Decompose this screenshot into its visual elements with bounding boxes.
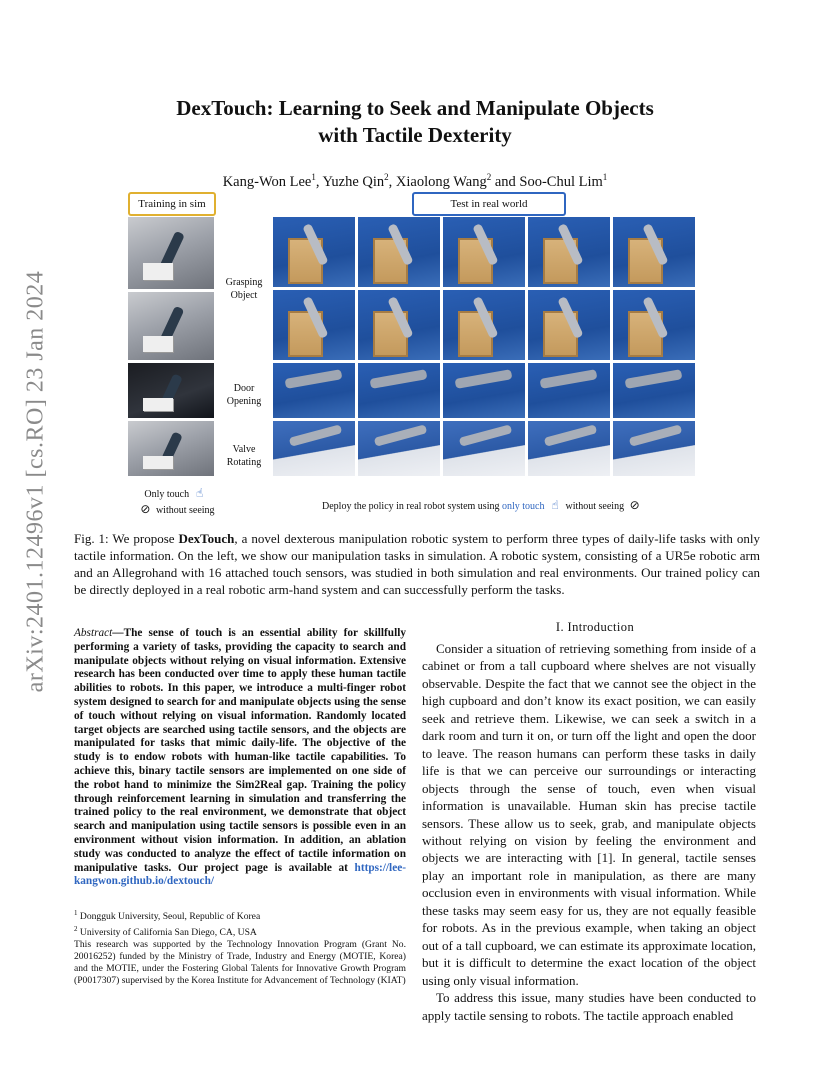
- real-image: [613, 363, 695, 418]
- affiliation-mark: 1: [602, 172, 608, 182]
- real-image: [273, 217, 355, 287]
- real-image: [613, 217, 695, 287]
- eye-slash-icon: ⊘: [140, 502, 151, 516]
- real-image: [443, 363, 525, 418]
- real-world-images: [273, 217, 695, 479]
- real-row-grasp-1: [273, 217, 695, 287]
- section-heading-introduction: I. Introduction: [555, 620, 635, 634]
- author-name: Kang-Won Lee: [222, 173, 312, 190]
- real-image: [613, 290, 695, 360]
- paragraph: To address this issue, many studies have been conducted to apply tactile sensing to robots. The tactile approach enabled: [422, 990, 756, 1023]
- real-image: [358, 421, 440, 476]
- real-image: [358, 217, 440, 287]
- real-image: [613, 421, 695, 476]
- real-image: [273, 290, 355, 360]
- real-image: [528, 421, 610, 476]
- real-image: [273, 421, 355, 476]
- real-row-door: [273, 363, 695, 418]
- real-image: [443, 290, 525, 360]
- sim-legend: Only touch ☝ ⊘ without seeing: [126, 486, 226, 518]
- real-image: [528, 290, 610, 360]
- affiliation-mark: 2: [486, 172, 492, 182]
- real-row-grasp-2: [273, 290, 695, 360]
- test-in-real-world-label: Test in real world: [412, 192, 566, 216]
- real-image: [358, 290, 440, 360]
- sim-image-grasp-2: [128, 292, 214, 360]
- paper-title: [120, 95, 710, 149]
- real-image: [443, 217, 525, 287]
- row-label-valve: Valve Rotating: [226, 444, 262, 468]
- real-image: [528, 363, 610, 418]
- abstract-text: The sense of touch is an essential ability for skillfully performing a variety of tasks, providing the capacity to search and manipulate objects without relying on visual information. Extensive research has been conducted over time to apply these human tactile abilities to robots. In this paper, we introduce a multi-finger robot system designed to search for and manipulate objects using the sense of touch without relying on visual information. Randomly located target objects are searched using tactile sensors, and the objects are manipulated for tasks that mimic daily-life. The objective of the study is to endow robots with human-like tactile capabilities. To achieve this, binary tactile sensors are implemented on one side of the robot hand to minimize the Sim2Real gap. Training the policy through reinforcement learning in simulation and transferring the trained policy to the real environment, we demonstrate that object search and manipulation using tactile sensors is possible even in an environment without vision information. In addition, an ablation study was conducted to analyze the effect of tactile information on manipulative tasks. Our project page is available at: [74, 627, 406, 874]
- figure-caption: Fig. 1: We propose DexTouch, a novel dexterous manipulation robotic system to perform three types of daily-life tasks with only tactile information. On the left, we show our manipulation tasks in simulation. A robotic system, consisting of a UR5e robotic arm and an Allegrohand with 16 attached touch sensors, was studied in both simulation and real environments. Our trained policy can be directly deployed in a real robotic arm-hand system and can successfully perform the tasks.: [74, 531, 760, 597]
- footnote-affiliation-1: $^1$ Dongguk University, Seoul, Republic of Korea: [74, 909, 261, 923]
- author-name: Soo-Chul Lim: [519, 173, 603, 190]
- real-image: [443, 421, 525, 476]
- arxiv-stamp: arXiv:2401.12496v1 [cs.RO] 23 Jan 2024: [22, 270, 49, 692]
- abstract-label: Abstract: [74, 627, 113, 639]
- eye-slash-icon: ⊘: [629, 498, 640, 512]
- simulation-images: [128, 217, 214, 479]
- figure-1: [126, 192, 686, 522]
- row-label-grasping: Grasping Object: [225, 277, 263, 301]
- footnote-funding: This research was supported by the Technology Innovation Program (Grant No. 20016252) funded by the Ministry of Trade, Industry and Energy (MOTIE, Korea) and the MOTIE, under the Fostering Global Talents for Innovative Growth Program (P0017307) supervised by the Korea Institute for Advancement of Technology (KIAT): [74, 939, 406, 987]
- author-list: Kang-Won Lee$^1$, Yuzhe Qin$^2$, Xiaolong Wang$^2$ and Soo-Chul Lim$^1$: [222, 172, 608, 190]
- author-name: Xiaolong Wang: [395, 173, 487, 190]
- sim-image-grasp-1: [128, 217, 214, 289]
- paragraph: Consider a situation of retrieving something from inside of a cabinet or from a tall cupboard where shelves are not visually observable. Despite the fact that we cannot see the object in the high cupboard and don’t know its exact position, we can easily seek and retrieve them. Likewise, we can seek a switch in a dark room and turn it on, or turn off the light and open the door to leave. The reason humans can perform these tasks in daily life is that we can perceive our surroundings or interacting objects through the sense of touch, even when visual information is unavailable. Human skin has precise tactile sensors. These allow us to seek, grab, and manipulate objects without relying on vision by feeling the environment and objects we are interacting with [1]. In general, tactile senses play an important role in manipulation, as there are many occlusion even in environments with visual information. While these tasks may seem easy for us, they are not equally feasible for robots. As in the previous example, when taking an object out of a tall cupboard, we can estimate its approximate location, but it is difficult to determine the exact location of the object using only visual information.: [422, 641, 756, 988]
- footnote-affiliation-2: $^2$ University of California San Diego, CA, USA: [74, 925, 257, 939]
- affiliation-mark: 1: [311, 172, 316, 182]
- real-image: [273, 363, 355, 418]
- affiliation-mark: 2: [384, 172, 389, 182]
- title-line-1: DexTouch: Learning to Seek and Manipulate Objects: [176, 96, 654, 120]
- hand-touch-icon: ☝: [195, 486, 204, 500]
- project-page-link[interactable]: https://lee-kangwon.github.io/dextouch/: [74, 861, 406, 888]
- title-line-2: with Tactile Dexterity: [318, 123, 512, 147]
- footnotes: [74, 907, 406, 987]
- row-label-door: Door Opening: [226, 383, 262, 407]
- hand-touch-icon: ☝: [551, 498, 559, 512]
- abstract: Abstract—The sense of touch is an essential ability for skillfully performing a variety of tasks, providing the capacity to search and manipulate objects without relying on visual information. Extensive research has been conducted over time to apply these human tactile abilities to robots. In this paper, we introduce a multi-finger robot system designed to search for and manipulate objects using the sense of touch without relying on visual information. Randomly located target objects are searched using tactile sensors, and the objects are manipulated for tasks that mimic daily-life. The objective of the study is to endow robots with human-like tactile capabilities. To achieve this, binary tactile sensors are implemented on one side of the robot hand to minimize the Sim2Real gap. Training the policy through reinforcement learning in simulation and transferring the trained policy to the real environment, we demonstrate that object search and manipulation using tactile sensors is possible even in an environment without vision information. In addition, an ablation study was conducted to analyze the effect of tactile information on manipulative tasks. Our project page is available at https://lee-kangwon.github.io/dextouch/: [74, 627, 406, 888]
- author-name: Yuzhe Qin: [322, 173, 385, 190]
- introduction-body: [422, 640, 756, 1024]
- training-in-sim-label: Training in sim: [128, 192, 216, 216]
- deploy-caption: Deploy the policy in real robot system using only touch ☝ without seeing ⊘: [322, 498, 643, 512]
- real-row-valve: [273, 421, 695, 476]
- sim-image-door: [128, 363, 214, 418]
- real-image: [358, 363, 440, 418]
- real-image: [528, 217, 610, 287]
- sim-image-valve: [128, 421, 214, 476]
